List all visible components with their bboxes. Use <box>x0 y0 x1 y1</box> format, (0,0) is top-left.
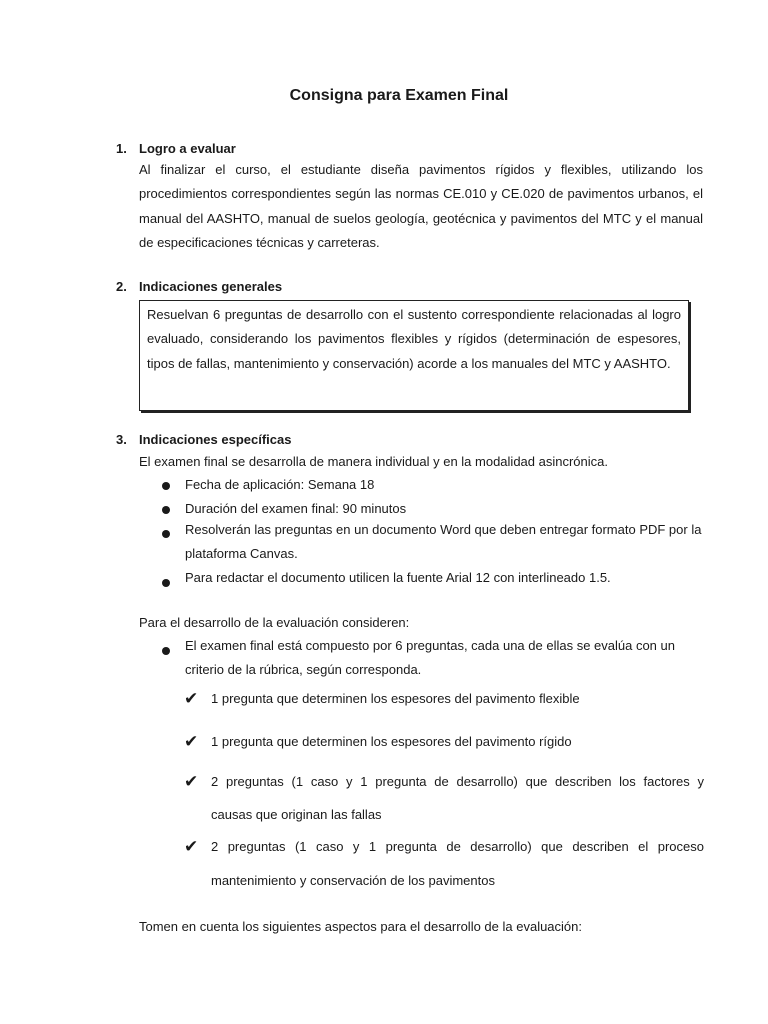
bullet-dot-icon <box>162 506 170 514</box>
bullet-dot-icon <box>162 647 170 655</box>
section-1-heading <box>116 141 236 156</box>
list-item: El examen final está compuesto por 6 preguntas, cada una de ellas se evalúa con un criterio de la rúbrica, según corresponda. <box>185 638 675 677</box>
check-item-3-line-2: causas que originan las fallas <box>211 807 382 822</box>
document-title: Consigna para Examen Final <box>289 87 509 104</box>
development-intro: Para el desarrollo de la evaluación consideren: <box>139 615 410 630</box>
section-2-heading <box>116 279 282 294</box>
bullet-dot-icon <box>162 579 170 587</box>
checkmark-icon: ✔ <box>184 732 199 752</box>
section-3-number: 3. <box>116 432 127 447</box>
checkmark-icon: ✔ <box>184 837 199 857</box>
section-2-title: Indicaciones generales <box>139 279 283 294</box>
bullet-dot-icon <box>162 530 170 538</box>
check-item-1: 1 pregunta que determinen los espesores del pavimento flexible <box>211 691 580 706</box>
check-item-4-line-2: mantenimiento y conservación de los pavimentos <box>211 873 495 888</box>
checkmark-icon: ✔ <box>184 772 199 792</box>
check-item-4-line-1: 2 preguntas (1 caso y 1 pregunta de desarrollo) que describen el proceso <box>211 839 704 854</box>
closing-text: Tomen en cuenta los siguientes aspectos para el desarrollo de la evaluación: <box>139 919 582 934</box>
check-item-3-line-1: 2 preguntas (1 caso y 1 pregunta de desarrollo) que describen los factores y <box>211 774 704 789</box>
section-3-heading <box>116 432 291 447</box>
check-item-2: 1 pregunta que determinen los espesores del pavimento rígido <box>211 734 572 749</box>
section-3-intro: El examen final se desarrolla de manera individual y en la modalidad asincrónica. <box>139 454 608 469</box>
list-item: Fecha de aplicación: Semana 18 <box>185 477 375 492</box>
section-1-title: Logro a evaluar <box>139 141 236 156</box>
general-instructions-box: Resuelvan 6 preguntas de desarrollo con el sustento correspondiente relacionadas al logro evaluado, considerando los pavimentos flexibles y rígidos (determinación de espesores, tipos de fallas, mantenimiento y conservación) acorde a los manuales del MTC y AASHTO. <box>139 300 689 411</box>
list-item: Resolverán las preguntas en un documento Word que deben entregar formato PDF por la plataforma Canvas. <box>185 522 702 561</box>
section-2-number: 2. <box>116 279 127 294</box>
checkmark-icon: ✔ <box>184 689 199 709</box>
section-1-number: 1. <box>116 141 127 156</box>
list-item: Duración del examen final: 90 minutos <box>185 501 407 516</box>
list-item: Para redactar el documento utilicen la fuente Arial 12 con interlineado 1.5. <box>185 570 611 585</box>
bullet-dot-icon <box>162 482 170 490</box>
section-1-body: Al finalizar el curso, el estudiante diseña pavimentos rígidos y flexibles, utilizando los procedimientos correspondientes según las normas CE.010 y CE.020 de pavimentos urbanos, el manual del AASHTO, manual de suelos geología, geotécnica y pavimentos del MTC y el manual de especificaciones técnicas y carreteras. <box>139 162 703 250</box>
section-3-title: Indicaciones específicas <box>139 432 292 447</box>
